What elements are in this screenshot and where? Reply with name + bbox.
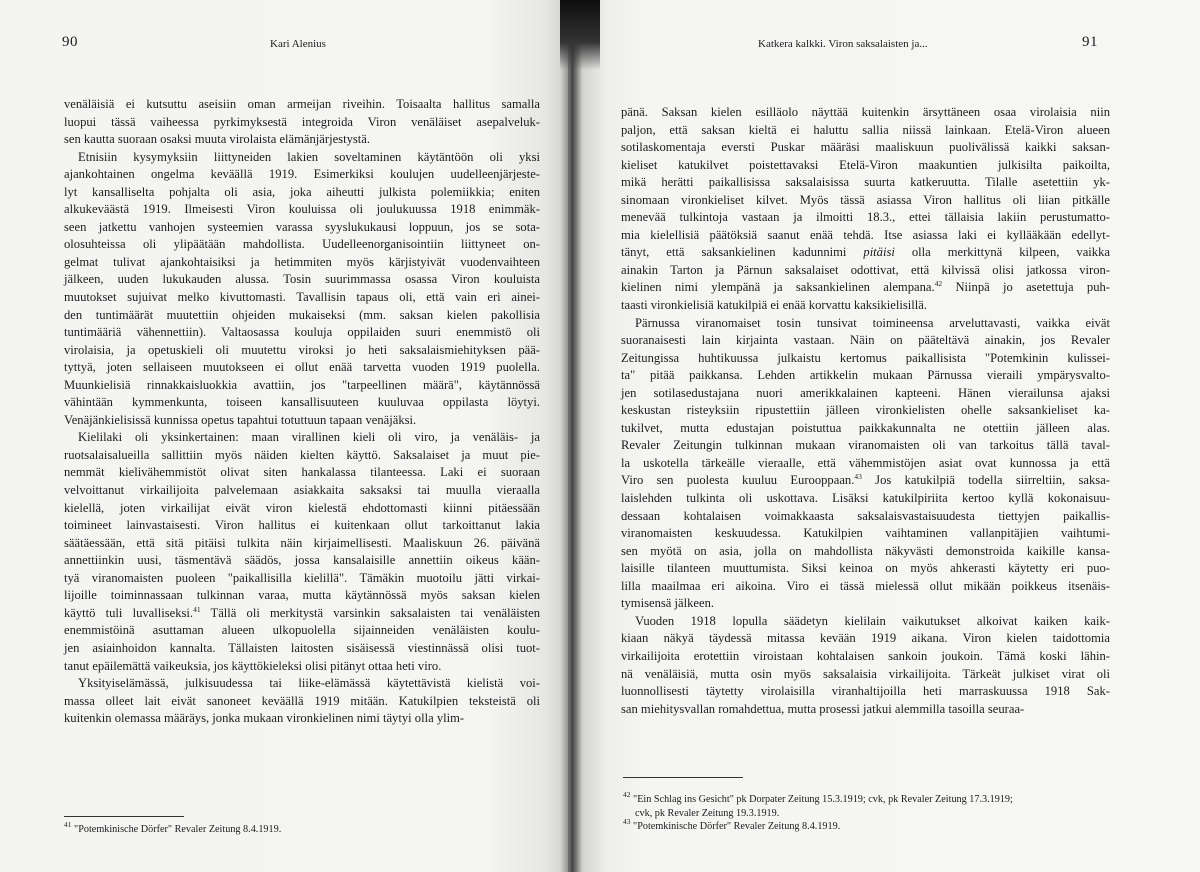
text-line [621,595,1110,613]
text-run: la uskotella tärkeälle vieraalle, että vähemmistöjen asiat ovat kunnossa ja että [621,455,1110,470]
text-line [621,648,1110,666]
text-run: keskustan risteyksiin ripustettiin jälleen vironkielisten ohelle saksankieliset ka- [621,403,1110,418]
text-run: käyttö tuli luvalliseksi. [64,605,194,620]
text-line [621,385,1110,403]
text-line [621,420,1110,438]
text-run: seen jatkettu vanhojen systeemien varassa syyslukukausi loppuun, jos se sota- [64,219,540,234]
text-run: Revaler Zeitungin tulkinnan mukaan viranomaisten oli van tarkoitus tällä taval- [621,438,1110,453]
text-run: muutokset sujuivat melko kivuttomasti. Tavallisin tapaus oli, että vain eri ainei- [64,290,540,305]
text-line [64,271,540,289]
text-line [64,693,540,711]
text-line [621,350,1110,368]
footnote-rule [623,777,743,778]
text-run: toimineet lainvastaisesti. Viron hallitus ei kuitenkaan ollut tarkoittanut lakia [64,518,540,533]
text-run: Muunkielisiä rinnakkaisluokkia avattiin, jos "tarpeellinen määrä", käytännössä [64,377,540,392]
footnote [623,817,1103,834]
text-line [621,227,1110,245]
text-run: tänyt, että saksankielinen kadunnimi [621,245,864,260]
text-run: kielellä, joten virkailijat eivät viron kielestä ehdottomasti kiinni pitäessään [64,500,540,515]
footnote-text: cvk, pk Revaler Zeitung 19.3.1919. [635,807,780,819]
left-page [0,0,568,872]
footnotes [64,820,534,837]
text-run: mia kielellisiä päätöksiä saanut enää tehdä. Itse asiassa laki ei kyllääkään edellyt- [621,227,1110,242]
text-line [64,236,540,254]
text-line [64,289,540,307]
text-run: venäläisiä ei kutsuttu aseisiin oman armeijan riveihin. Toisaalta hallitus samalla [64,97,540,111]
text-run: olla merkittynä kilpeen, vaikka [894,245,1110,260]
text-line [621,578,1110,596]
text-line [64,219,540,237]
text-run: ruotsalaisalueilla sallittiin myös näiden kielten käyttö. Saksalaiset ja muut pie- [64,447,540,462]
text-line [621,402,1110,420]
text-run: säätäessään, että sitä pitäisi tulkita näin kirjaimellisesti. Maaliskuun 26. päivänä [64,535,540,550]
text-line [621,139,1110,157]
footnote-ref: 43 [854,472,862,482]
footnote-text: "Potemkinische Dörfer" Revaler Zeitung 8.4.1919. [71,824,282,835]
text-line [621,174,1110,192]
footnote-text: "Ein Schlag ins Gesicht" pk Dorpater Zeitung 15.3.1919; cvk, pk Revaler Zeitung 17.3.1919; [630,794,1013,805]
text-line [64,447,540,465]
text-run: laislehden tulkinta oli uskottava. Lisäksi katukilpiriita kertoo kyllä kokonaisuu- [621,491,1110,506]
text-run: sinomaan vironkieliset kilvet. Myös tässä asiassa Viron hallitus oli liian pitkälle [621,192,1110,207]
footnote [623,790,1103,807]
text-line [64,640,540,658]
text-line [64,307,540,325]
text-line [621,315,1110,333]
text-line [621,367,1110,385]
text-run: lijoille toiminnassaan tulkinnan varaa, mutta käytännössä myös saksan kielen [64,588,540,603]
text-run: Yksityiselämässä, julkisuudessa tai liike-elämässä käytettävistä kielistä voi- [78,676,540,691]
text-run: viranomaisten keskuudessa. Katukilpien vaihtaminen vallanpitäjien vaihtumi- [621,526,1110,541]
italic-word: pitäisi [863,245,895,260]
page-number: 90 [62,34,78,50]
text-run: virkailijoita erotettiin viroistaan kohtalaisen sankoin joukoin. Tämä koski lähin- [621,648,1110,663]
text-line [64,710,540,728]
text-run: Tällä oli merkitystä varsinkin saksalaisten tai venäläisten [200,605,540,620]
text-line [64,587,540,605]
text-run: nemmät kielivähemmistöt olivat siten hankalassa tilanteessa. Laki ei suoraan [64,465,540,480]
text-run: laisille tilanteen muuttumista. Siksi keinoa on myös ahkerasti käytetty eri puo- [621,561,1110,576]
text-line [621,262,1110,280]
text-line [621,122,1110,140]
text-line [621,683,1110,701]
text-run: lyt kansalliselta pohjalta oli asia, joka aiheutti julkista polemiikkia; eniten [64,184,540,199]
text-line [621,613,1110,631]
text-run: jen sotilasedustajana nuori amerikkalainen kapteeni. Hänen vierailunsa ajaksi [621,385,1110,400]
footnote-ref: 42 [934,279,943,289]
text-line [621,244,1110,262]
text-line [64,535,540,553]
text-run: tyä viranomaisten puoleen "paikallisilla kielillä". Tämäkin muotoilu jätti virkai- [64,570,540,585]
text-line [621,157,1110,175]
text-run: velvoittanut virkailijoita palvelemaan asiakkaita saksaksi tai muulla vieraalla [64,483,540,498]
text-line [64,605,540,623]
text-run: ajankohtainen ongelma keväällä 1919. Esimerkiksi koulujen uudelleenjärjeste- [64,167,540,182]
text-run: nä venäläisiä, mutta osin myös saksalaisia virkailijoita. Tärkeät julkiset virat oli [621,666,1110,681]
text-run: den tuntimäärät muutettiin ohjeiden mukaiseksi (mm. saksan kielen pakollisia [64,307,540,322]
text-run: massa olleet lait eivät sanoneet keväällä 1919 mitään. Katukilpien teksteistä oli [64,693,540,708]
text-run: jen asiainhoidon kannalta. Tällaisten laitosten sisäisessä viestinnässä olisi tuot- [64,640,540,655]
text-line [64,342,540,360]
footnote-text: "Potemkinische Dörfer" Revaler Zeitung 8.4.1919. [630,821,841,832]
text-line [621,209,1110,227]
text-run: tyttyä, joten sellaiseen muutokseen ei ollut enää tarvetta vuoden 1919 puolella. [64,360,540,375]
running-head: Kari Alenius [270,38,326,50]
text-run: Zeitungissa huhtikuussa julkaistu kertomus paikallisista "Potemkinin kulissei- [621,350,1110,365]
footnote [64,820,534,837]
text-line [64,482,540,500]
text-line [621,192,1110,210]
text-run: dessaan kohtalaisen voimakkaasta saksalaisvastaisuudesta tiettyjen paikallis- [621,508,1110,523]
text-line [621,525,1110,543]
text-line [621,279,1110,297]
footnote-number: 43 [623,817,631,826]
footnote-ref: 41 [193,604,201,614]
text-run: sen myötä on asia, jolla on mahdollista näkyvästi demonstroida kaikille kansa- [621,543,1110,558]
text-run: kuitenkin olemassa määräys, jonka mukaan vironkielinen nimi täytyi olla ylim- [64,711,465,726]
text-line [64,517,540,535]
text-run: kielinen nimi ylempänä ja saksankielinen alempana. [621,280,935,295]
text-run: gelmat tulivat ajankohtaisiksi ja hetimmiten myös kärjistyivät vuodenvaihteen [64,254,540,269]
text-line [621,332,1110,350]
page-number: 91 [1082,34,1098,50]
text-run: luopui tässä vaiheessa pyrkimyksestä integroida Viron venäläiset asepalveluk- [64,114,540,129]
text-line [64,149,540,167]
text-line [64,675,540,693]
text-line [621,630,1110,648]
text-run: annettiinkin uusi, täsmentävä säädös, jossa kansalaisille annettiin oikeus kään- [64,553,540,568]
running-head: Katkera kalkki. Viron saksalaisten ja... [758,38,928,50]
text-line [64,131,540,149]
text-run: Etnisiin kysymyksiin liittyneiden lakien soveltaminen käytäntöön oli yksi [78,149,540,164]
footnote [623,807,1103,821]
text-run: Jos katukilpiä todella siirreltiin, saksa- [861,473,1110,488]
text-run: ainakin Tarton ja Pärnun saksalaiset odottivat, että kilvissä olisi jatkossa viron- [621,262,1110,277]
text-line [64,412,540,430]
text-line [64,96,540,114]
text-run: vähintään kymmenkunta, toiseen kansallisuuteen kuuluvaa oppilasta löytyi. [64,395,540,410]
text-line [64,166,540,184]
text-run: jälkeen, uuden lukukauden alussa. Tosin suurimmassa osassa Viron kouluista [64,272,540,287]
text-run: paljon, että saksan kieltä ei haluttu sallia niissä lainkaan. Etelä-Viron alueen [621,122,1110,137]
text-line [64,201,540,219]
text-run: kiaan näkyä täydessä mitassa kevään 1919 aikana. Viron kielen taidottomia [621,631,1110,646]
text-run: tukilvet, mutta edustajan poistuttua paikkakunnalta ne otettiin jälleen alas. [621,420,1110,435]
text-line [64,464,540,482]
text-run: Kielilaki oli yksinkertainen: maan virallinen kieli oli viro, ja venäläis- ja [78,430,540,445]
text-line [621,455,1110,473]
text-line [64,429,540,447]
text-run: Venäjänkielisissä kunnissa opetus tapahtui totuttuun tapaan venäjäksi. [64,412,417,427]
text-line [621,543,1110,561]
text-run: tanut epäilemättä vaikeuksia, jos käyttökieleksi olisi pitänyt ottaa heti viro. [64,658,442,673]
text-line [64,394,540,412]
text-line [621,560,1110,578]
text-run: pänä. Saksan kielen esilläolo näyttää kuitenkin ärsyttäneen osaa virolaisia niin [621,105,1110,119]
text-line [621,437,1110,455]
text-line [621,701,1110,719]
text-run: tymisensä jälkeen. [621,596,715,611]
text-run: enemmistöinä asuttaman alueen ulkopuolella sijainneiden venäläisten koulu- [64,623,540,638]
text-run: alkukeväästä 1919. Ilmeisesti Viron kouluissa oli joulukuussa 1918 enimmäk- [64,202,540,217]
text-run: sotilaskomentaja eversti Puskar määräsi maaliskuun puolivälissä kaikki saksan- [621,140,1110,155]
text-line [64,377,540,395]
text-line [64,184,540,202]
body-text [621,104,1110,718]
text-run: taasti vironkielisiä katukilpiä ei enää korvattu kaksikielisillä. [621,298,928,313]
text-line [621,472,1110,490]
text-line [64,114,540,132]
text-run: Niinpä jo asetettuja puh- [942,280,1110,295]
text-run: mikä herätti paikallisissa saksalaisissa suurta katkeruutta. Tilalle asetettiin yk- [621,175,1110,190]
text-line [64,324,540,342]
text-run: Vuoden 1918 lopulla säädetyn kielilain vaikutukset alkoivat kaiken kaik- [635,613,1110,628]
text-line [621,490,1110,508]
text-line [621,297,1110,315]
text-run: ta" pitää paikkansa. Lehden artikkelin mukaan Pärnussa vieraili ympärysvalto- [621,368,1110,383]
text-line [64,552,540,570]
text-run: kieliset katukilvet poistettavaksi Etelä-Viron maakuntien julkisilta paikoilta, [621,157,1110,172]
footnote-number: 41 [64,820,72,829]
text-run: virolaisia, ja opetuskieli oli muutettu viroksi jo heti saksalaismiehityksen pää- [64,342,540,357]
text-run: lilla maailmaa eri aikoina. Viro ei tässä mielessä ollut mikään poikkeus itsenäis- [621,578,1110,593]
text-line [621,104,1110,122]
text-run: Pärnussa viranomaiset tosin tunsivat toimineensa arveluttavasti, vaikka eivät [635,315,1110,330]
text-line [64,359,540,377]
footnote-number: 42 [623,790,631,799]
body-text [64,96,540,728]
footnotes [623,790,1103,834]
text-run: luonnollisesti täytetty virolaisilla viranhaltijoilla heti marraskuussa 1918 Sak- [621,684,1110,699]
text-line [64,500,540,518]
text-run: sen kautta suoraan osaksi muuta virolaista elämänjärjestystä. [64,132,371,147]
text-line [64,658,540,676]
text-line [621,666,1110,684]
text-run: san miehitysvallan romahdettua, mutta prosessi jatkui alemmilla tasoilla seuraa- [621,701,1025,716]
text-run: suoranaisesti lain kirjainta vastaan. Näin on pääteltävä ainakin, jos Revaler [621,333,1110,348]
text-run: olosuhteissa oli ylipäätään mahdollista. Uudelleenorganisointiin liittyneet on- [64,237,540,252]
text-run: tuntimääriä vähennettiin). Valtaosassa kouluja oppilaiden suuri enemmistö oli [64,325,540,340]
right-page [568,0,1200,872]
text-run: Viro sen puolesta kuuluu Eurooppaan. [621,473,855,488]
footnote-rule [64,816,184,817]
text-line [64,570,540,588]
text-line [64,622,540,640]
text-run: menevää tulkintoja vastaan ja ilmoitti 18.3., ettei tällaisia lakiin perustumatto- [621,210,1110,225]
text-line [64,254,540,272]
text-line [621,508,1110,526]
